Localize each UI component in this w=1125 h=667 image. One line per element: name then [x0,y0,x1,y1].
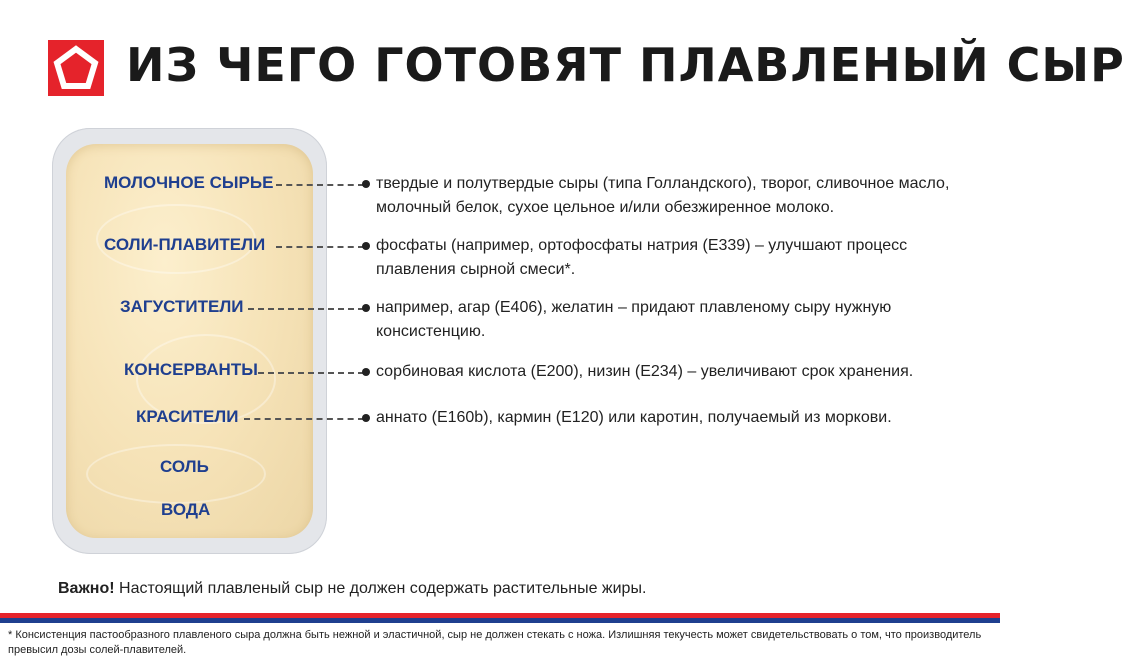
ingredient-label-thickeners: ЗАГУСТИТЕЛИ [120,297,244,316]
divider-blue [0,618,1000,623]
bullet-dot [362,304,370,312]
ingredient-label-salt: СОЛЬ [160,457,209,476]
footnote: * Консистенция пастообразного плавленого сыра должна быть нежной и эластичной, сыр не должен стекать с ножа. Излишняя текучесть может свидетельствовать о том, что производитель превысил дозы солей-плавителей. [8,629,982,656]
ingredient-description-thickeners: например, агар (Е406), желатин – придают плавленому сыру нужную консистенцию. [376,299,892,340]
ingredient-description-colorants: аннато (Е160b), кармин (Е120) или каротин, получаемый из моркови. [376,409,892,426]
ingredient-description-preservatives: сорбиновая кислота (Е200), низин (Е234) – увеличивают срок хранения. [376,363,914,380]
ingredient-description-dairy: твердые и полутвердые сыры (типа Голландского), творог, сливочное масло, молочный белок, сухое цельное и/или обезжиренное молоко. [376,175,950,216]
pentagon-logo-icon [48,40,104,96]
bullet-dot [362,180,370,188]
bullet-dot [362,242,370,250]
connector-line [258,372,364,374]
important-note [58,580,646,598]
ingredient-label-colorants: КРАСИТЕЛИ [136,407,239,426]
ingredient-label-dairy: МОЛОЧНОЕ СЫРЬЕ [104,173,274,192]
connector-line [276,184,364,186]
ingredient-description-melting-salts: фосфаты (например, ортофосфаты натрия (Е339) – улучшают процесс плавления сырной смеси*. [376,237,908,278]
ingredient-label-water: ВОДА [161,500,211,519]
connector-line [248,308,364,310]
bullet-dot [362,414,370,422]
cheese-surface [66,144,313,538]
ingredient-label-preservatives: КОНСЕРВАНТЫ [124,360,258,379]
bullet-dot [362,368,370,376]
connector-line [276,246,364,248]
important-note-text: Настоящий плавленый сыр не должен содержать растительные жиры. [114,580,647,597]
important-note-bold: Важно! [58,580,115,597]
page-title: ИЗ ЧЕГО ГОТОВЯТ ПЛАВЛЕНЫЙ СЫР [126,38,1125,92]
connector-line [244,418,364,420]
ingredient-label-melting-salts: СОЛИ-ПЛАВИТЕЛИ [104,235,266,254]
